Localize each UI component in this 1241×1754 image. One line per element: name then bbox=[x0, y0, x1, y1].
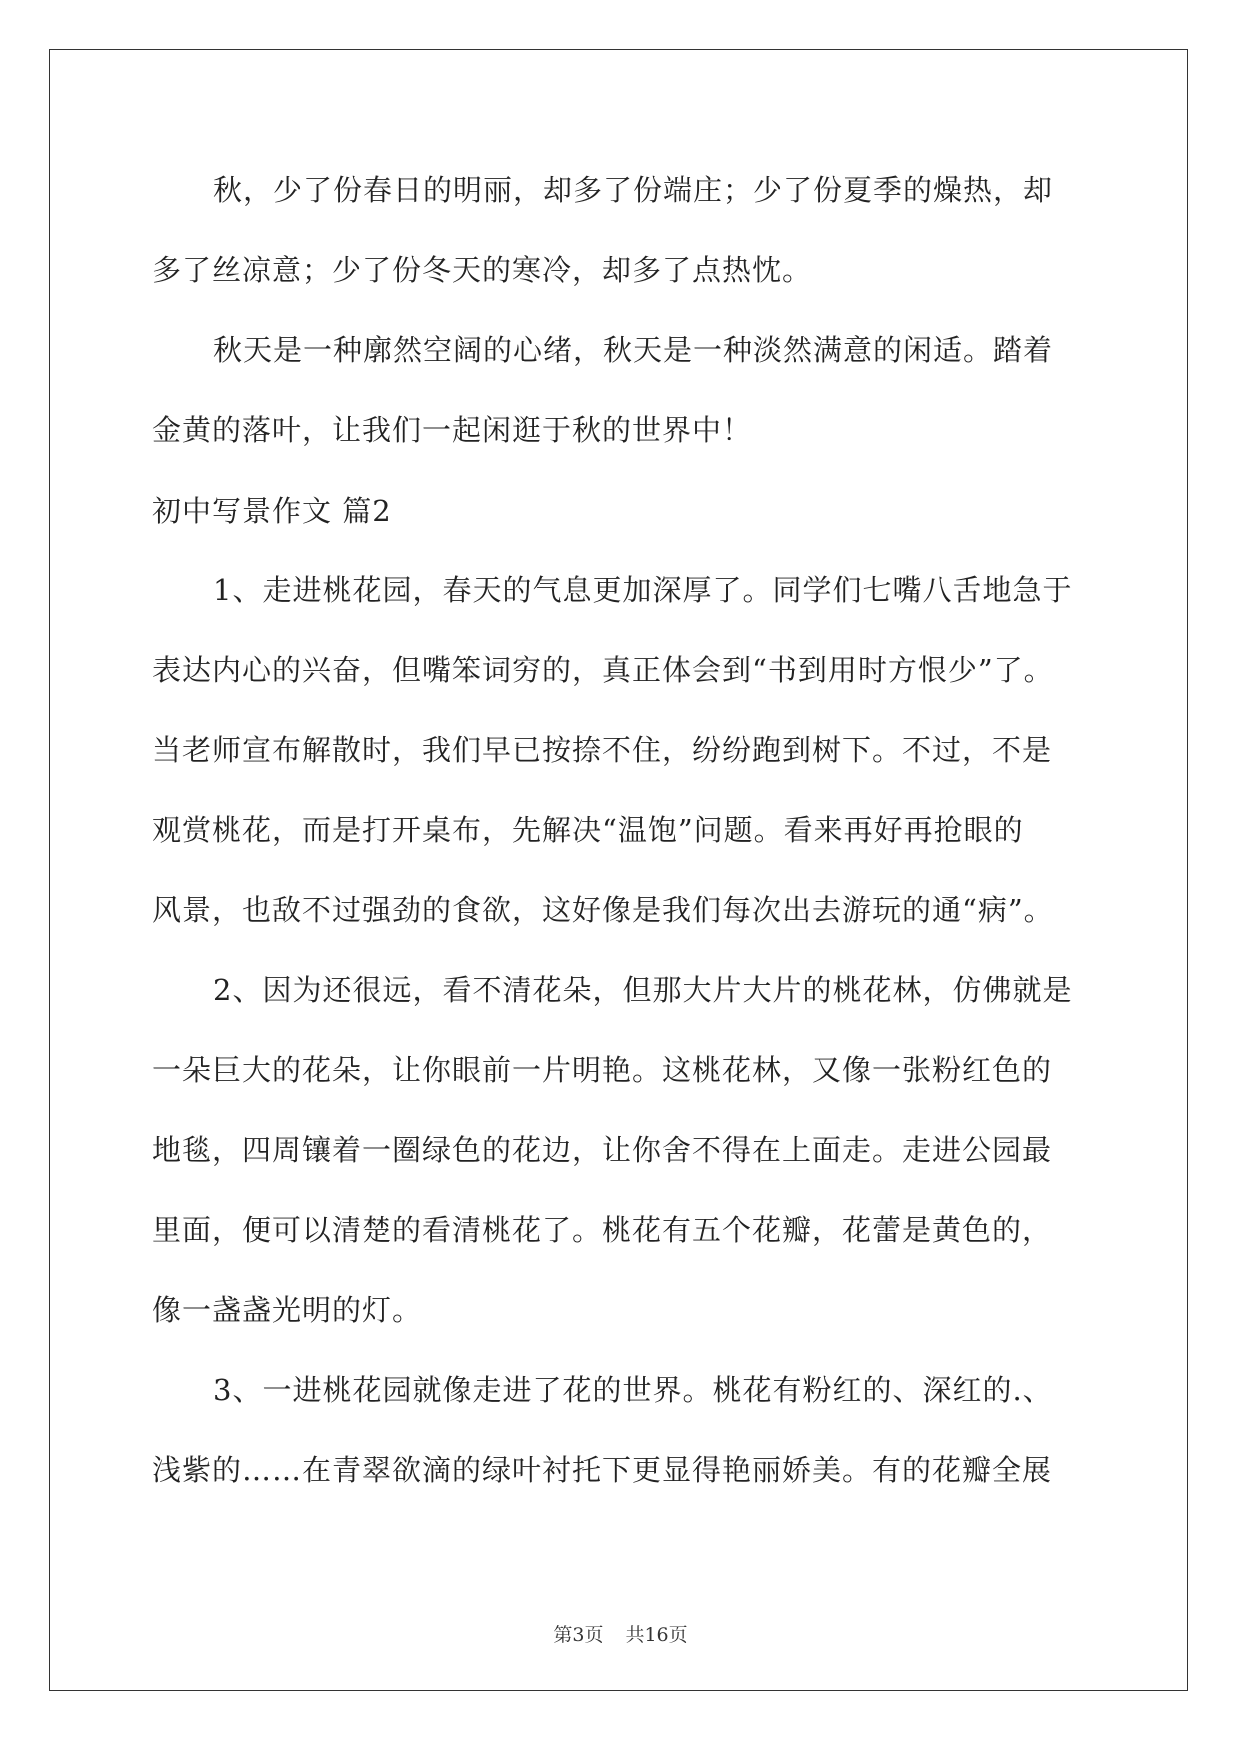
paragraph-1-line-1: 秋，少了份春日的明丽，却多了份端庄；少了份夏季的燥热，却 bbox=[213, 173, 1054, 207]
paragraph-3-line-2: 表达内心的兴奋，但嘴笨词穷的，真正体会到“书到用时方恨少”了。 bbox=[152, 653, 1054, 687]
paragraph-2-line-2: 金黄的落叶，让我们一起闲逛于秋的世界中！ bbox=[152, 413, 753, 447]
paragraph-2-line-1: 秋天是一种廓然空阔的心绪，秋天是一种淡然满意的闲适。踏着 bbox=[213, 333, 1054, 367]
paragraph-5-line-1: 3、一进桃花园就像走进了花的世界。桃花有粉红的、深红的.、 bbox=[213, 1373, 1053, 1407]
paragraph-4-line-1: 2、因为还很远，看不清花朵，但那大片大片的桃花林，仿佛就是 bbox=[213, 973, 1073, 1007]
section-heading: 初中写景作文 篇2 bbox=[152, 494, 392, 528]
page-border bbox=[49, 49, 1188, 1691]
page-total: 共16页 bbox=[625, 1624, 688, 1646]
paragraph-4-line-5: 像一盏盏光明的灯。 bbox=[152, 1293, 423, 1327]
paragraph-5-line-2: 浅紫的……在青翠欲滴的绿叶衬托下更显得艳丽娇美。有的花瓣全展 bbox=[152, 1453, 1053, 1487]
page-number: 第3页 bbox=[553, 1624, 604, 1646]
paragraph-4-line-4: 里面，便可以清楚的看清桃花了。桃花有五个花瓣，花蕾是黄色的， bbox=[152, 1213, 1053, 1247]
paragraph-4-line-3: 地毯，四周镶着一圈绿色的花边，让你舍不得在上面走。走进公园最 bbox=[152, 1133, 1053, 1167]
paragraph-3-line-3: 当老师宣布解散时，我们早已按捺不住，纷纷跑到树下。不过，不是 bbox=[152, 733, 1053, 767]
paragraph-4-line-2: 一朵巨大的花朵，让你眼前一片明艳。这桃花林，又像一张粉红色的 bbox=[152, 1053, 1053, 1087]
page-footer bbox=[0, 1623, 1241, 1647]
paragraph-3-line-5: 风景，也敌不过强劲的食欲，这好像是我们每次出去游玩的通“病”。 bbox=[152, 893, 1054, 927]
paragraph-3-line-1: 1、走进桃花园，春天的气息更加深厚了。同学们七嘴八舌地急于 bbox=[213, 573, 1073, 607]
paragraph-3-line-4: 观赏桃花，而是打开桌布，先解决“温饱”问题。看来再好再抢眼的 bbox=[152, 813, 1024, 847]
paragraph-1-line-2: 多了丝凉意；少了份冬天的寒冷，却多了点热忱。 bbox=[152, 253, 813, 287]
